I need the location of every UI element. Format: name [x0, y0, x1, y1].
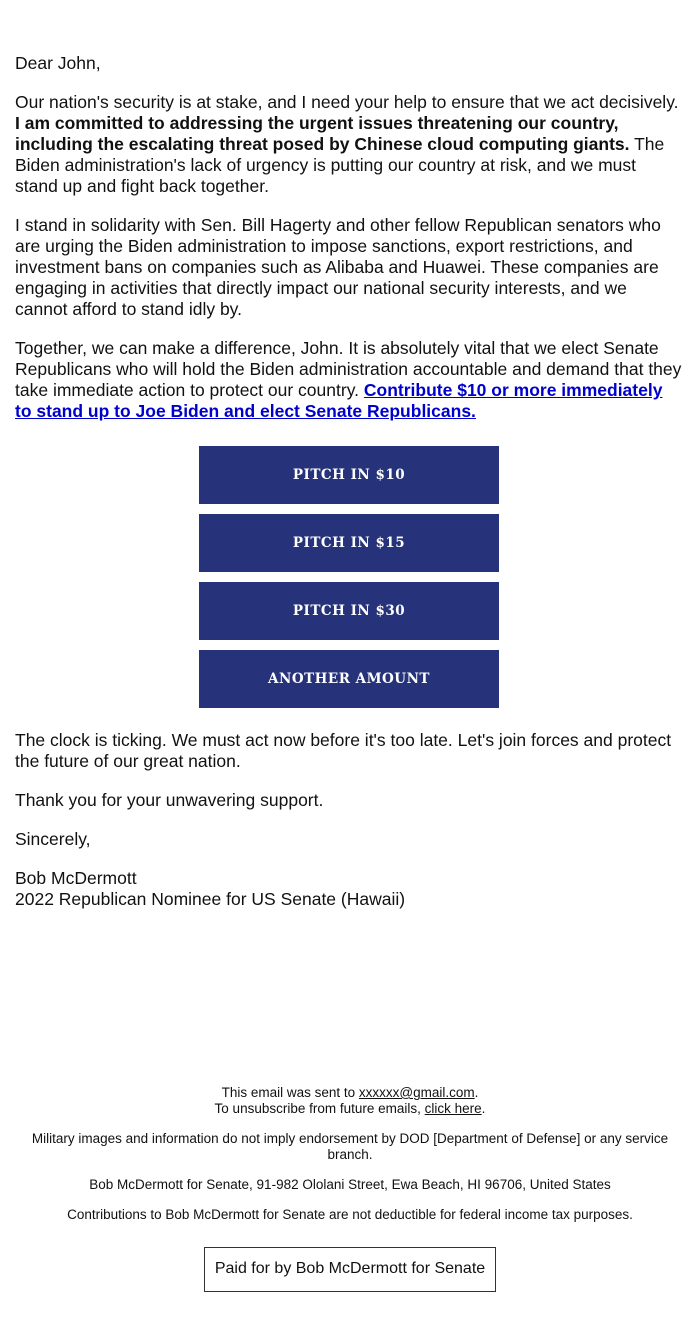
campaign-address: Bob McDermott for Senate, 91-982 Ololani Street, Ewa Beach, HI 96706, United States — [89, 1177, 611, 1192]
pitch-in-30-button[interactable]: PITCH IN $30 — [199, 582, 499, 640]
signer-title: 2022 Republican Nominee for US Senate (Hawaii) — [15, 889, 406, 909]
sent-to-line — [15, 1085, 685, 1101]
donation-buttons — [199, 446, 499, 708]
unsubscribe-line — [15, 1101, 685, 1117]
contribute-link[interactable]: Contribute $10 or more immediately to stand up to Joe Biden and elect Senate Republicans. — [15, 380, 663, 421]
sent-to-prefix: This email was sent to — [221, 1085, 359, 1100]
paragraph-security-end: The Biden administration's lack of urgency is putting our country at risk, and we must stand up and fight back together. — [15, 134, 665, 196]
signer-name: Bob McDermott — [15, 868, 137, 888]
signature — [15, 868, 683, 910]
email-body — [15, 53, 683, 910]
paragraph-thanks: Thank you for your unwavering support. — [15, 790, 324, 810]
recipient-email-link[interactable]: xxxxxx@gmail.com — [358, 1085, 475, 1100]
unsubscribe-prefix: To unsubscribe from future emails, — [214, 1101, 425, 1116]
email-footer — [15, 1085, 685, 1292]
paragraph-security — [15, 92, 683, 197]
tax-notice: Contributions to Bob McDermott for Senate are not deductible for federal income tax purposes. — [67, 1207, 633, 1222]
paragraph-together-text: Together, we can make a difference, John. It is absolutely vital that we elect Senate Republicans who will hold the Biden administration accountable and demand that they take immediate action to protect our country. — [15, 338, 682, 400]
greeting: Dear John, — [15, 53, 101, 73]
pitch-in-15-button[interactable]: PITCH IN $15 — [199, 514, 499, 572]
paragraph-clock: The clock is ticking. We must act now before it's too late. Let's join forces and protect the future of our great nation. — [15, 730, 672, 771]
closing: Sincerely, — [15, 829, 91, 849]
military-disclaimer: Military images and information do not imply endorsement by DOD [Department of Defense] or any service branch. — [31, 1131, 669, 1162]
paragraph-security-start: Our nation's security is at stake, and I need your help to ensure that we act decisively. — [15, 92, 679, 112]
sent-to-suffix: . — [474, 1085, 479, 1100]
paragraph-solidarity: I stand in solidarity with Sen. Bill Hagerty and other fellow Republican senators who are urging the Biden administration to impose sanctions, export restrictions, and investment bans on companies such as Alibaba and Huawei. These companies are engaging in activities that directly impact our national security interests, and we cannot afford to stand idly by. — [15, 215, 661, 319]
unsubscribe-link[interactable]: click here — [424, 1101, 482, 1116]
paragraph-security-bold: I am committed to addressing the urgent issues threatening our country, including the escalating threat posed by Chinese cloud computing giants. — [15, 113, 630, 154]
another-amount-button[interactable]: ANOTHER AMOUNT — [199, 650, 499, 708]
paid-for-box: Paid for by Bob McDermott for Senate — [204, 1247, 496, 1292]
paragraph-together — [15, 338, 683, 422]
unsubscribe-suffix: . — [481, 1101, 486, 1116]
pitch-in-10-button[interactable]: PITCH IN $10 — [199, 446, 499, 504]
